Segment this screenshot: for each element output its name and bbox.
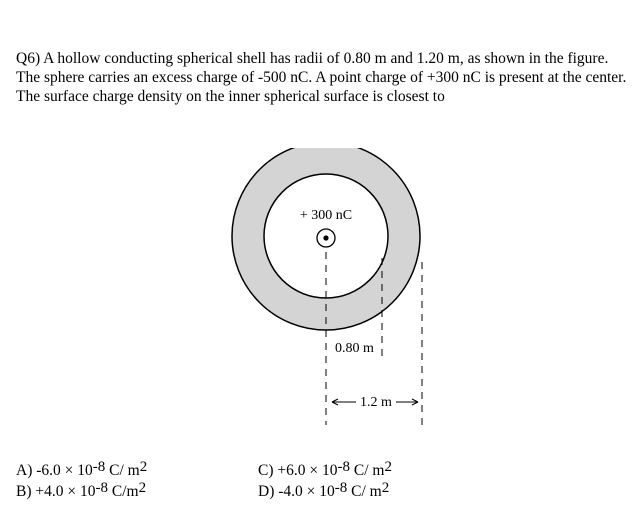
choice-c: $C) +6.0 \times 10^{-8}$ C/ $m^2$ xyxy=(258,459,392,479)
question-text: Q6) A hollow conducting spherical shell has radii of 0.80 m and 1.20 m, as shown in the figure. The sphere carries an excess charge of -500 nC. A point charge of +300 nC is present at the center. The surface charge density on the inner spherical surface is closest to xyxy=(16,50,627,105)
outer-radius-label: 1.2 m xyxy=(360,395,392,410)
choice-a: A) $-6.0 \times 10^{-8}$ C/ $m^2$ xyxy=(16,459,148,479)
choice-b: $B) +4.0 \times 10^{-8}$ $C/m^2$ xyxy=(16,480,147,500)
point-charge-dot xyxy=(323,235,328,240)
inner-radius-label: 0.80 m xyxy=(335,341,374,356)
spherical-shell-figure xyxy=(230,148,450,433)
choice-d: D) $-4.0 \times 10^{-8}$ C/ $m^2$ xyxy=(258,480,390,500)
charge-label: + 300 nC xyxy=(299,208,353,223)
